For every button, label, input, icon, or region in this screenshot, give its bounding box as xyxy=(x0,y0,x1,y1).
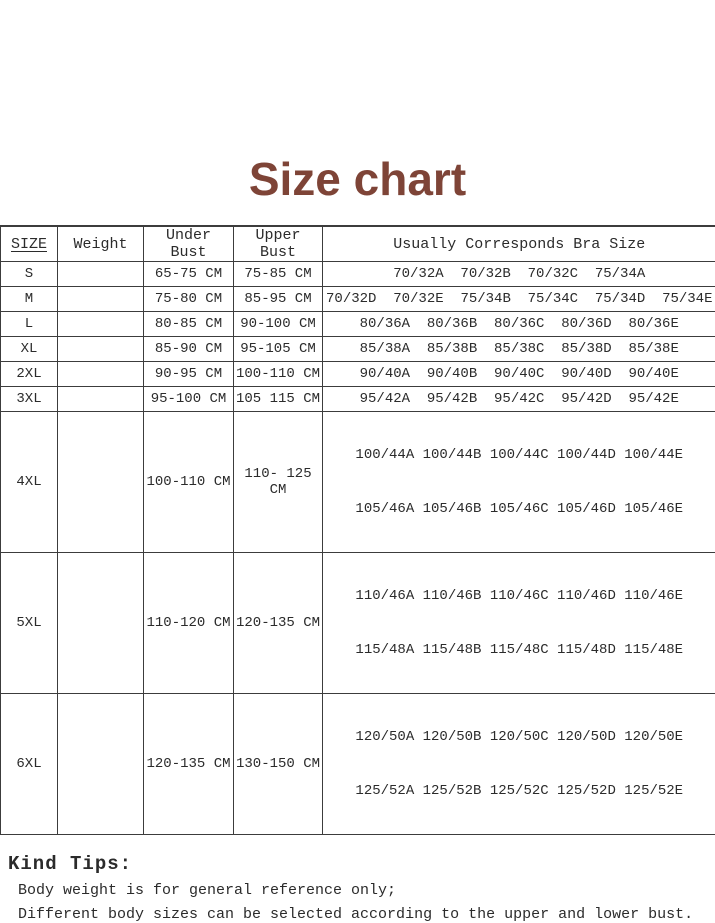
upper-bust-cell: 95-105 CM xyxy=(234,337,323,362)
weight-cell xyxy=(58,337,144,362)
bra-size-cell xyxy=(323,287,715,312)
upper-bust-cell: 110- 125 CM xyxy=(234,412,323,553)
bra-size-cell xyxy=(323,387,715,412)
bra-size-line: 120/50A 120/50B 120/50C 120/50D 120/50E xyxy=(323,726,715,748)
under-bust-cell: 65-75 CM xyxy=(144,262,234,287)
upper-bust-cell: 100-110 CM xyxy=(234,362,323,387)
weight-cell xyxy=(58,553,144,694)
weight-cell xyxy=(58,262,144,287)
size-cell: 4XL xyxy=(1,412,58,553)
bra-size-cell xyxy=(323,337,715,362)
upper-bust-cell: 85-95 CM xyxy=(234,287,323,312)
bra-size-cell xyxy=(323,262,715,287)
weight-cell xyxy=(58,412,144,553)
upper-bust-cell: 105 115 CM xyxy=(234,387,323,412)
bra-size-line: 90/40A 90/40B 90/40C 90/40D 90/40E xyxy=(323,363,715,385)
header-bra-size: Usually Corresponds Bra Size xyxy=(323,226,715,262)
table-row xyxy=(1,337,715,362)
bra-size-line: 125/52A 125/52B 125/52C 125/52D 125/52E xyxy=(323,780,715,802)
under-bust-cell: 85-90 CM xyxy=(144,337,234,362)
kind-tips-line: Different body sizes can be selected according to the upper and lower bust. xyxy=(18,906,715,923)
size-cell: 3XL xyxy=(1,387,58,412)
bra-size-cell xyxy=(323,362,715,387)
table-row xyxy=(1,412,715,553)
weight-cell xyxy=(58,312,144,337)
table-row xyxy=(1,387,715,412)
size-chart-table xyxy=(0,225,715,835)
header-upper-bust: Upper Bust xyxy=(234,226,323,262)
upper-bust-cell: 120-135 CM xyxy=(234,553,323,694)
under-bust-cell: 95-100 CM xyxy=(144,387,234,412)
under-bust-cell: 80-85 CM xyxy=(144,312,234,337)
under-bust-cell: 100-110 CM xyxy=(144,412,234,553)
bra-size-line: 110/46A 110/46B 110/46C 110/46D 110/46E xyxy=(323,585,715,607)
size-cell: 2XL xyxy=(1,362,58,387)
size-cell: 5XL xyxy=(1,553,58,694)
kind-tips-line: Body weight is for general reference only; xyxy=(18,882,715,899)
table-row xyxy=(1,553,715,694)
size-cell: XL xyxy=(1,337,58,362)
weight-cell xyxy=(58,362,144,387)
bra-size-line: 100/44A 100/44B 100/44C 100/44D 100/44E xyxy=(323,444,715,466)
size-cell: M xyxy=(1,287,58,312)
upper-bust-cell: 75-85 CM xyxy=(234,262,323,287)
upper-bust-cell: 90-100 CM xyxy=(234,312,323,337)
table-header-row xyxy=(1,226,715,262)
under-bust-cell: 120-135 CM xyxy=(144,694,234,835)
table-row xyxy=(1,262,715,287)
bra-size-cell xyxy=(323,553,715,694)
bra-size-line: 115/48A 115/48B 115/48C 115/48D 115/48E xyxy=(323,639,715,661)
under-bust-cell: 90-95 CM xyxy=(144,362,234,387)
header-weight: Weight xyxy=(58,226,144,262)
bra-size-line: 70/32D 70/32E 75/34B 75/34C 75/34D 75/34E xyxy=(323,288,715,310)
size-cell: S xyxy=(1,262,58,287)
bra-size-cell xyxy=(323,412,715,553)
kind-tips-section xyxy=(0,835,715,923)
table-row xyxy=(1,287,715,312)
weight-cell xyxy=(58,287,144,312)
kind-tips-heading: Kind Tips: xyxy=(8,853,715,875)
bra-size-line: 85/38A 85/38B 85/38C 85/38D 85/38E xyxy=(323,338,715,360)
bra-size-cell xyxy=(323,312,715,337)
table-row xyxy=(1,312,715,337)
weight-cell xyxy=(58,387,144,412)
bra-size-line: 105/46A 105/46B 105/46C 105/46D 105/46E xyxy=(323,498,715,520)
under-bust-cell: 75-80 CM xyxy=(144,287,234,312)
upper-bust-cell: 130-150 CM xyxy=(234,694,323,835)
bra-size-line: 70/32A 70/32B 70/32C 75/34A xyxy=(323,263,715,285)
bra-size-line: 95/42A 95/42B 95/42C 95/42D 95/42E xyxy=(323,388,715,410)
header-under-bust: Under Bust xyxy=(144,226,234,262)
table-row xyxy=(1,362,715,387)
bra-size-line: 80/36A 80/36B 80/36C 80/36D 80/36E xyxy=(323,313,715,335)
size-cell: 6XL xyxy=(1,694,58,835)
size-cell: L xyxy=(1,312,58,337)
under-bust-cell: 110-120 CM xyxy=(144,553,234,694)
page-title: Size chart xyxy=(0,0,715,225)
header-size-label: SIZE xyxy=(11,236,47,253)
header-size xyxy=(1,226,58,262)
